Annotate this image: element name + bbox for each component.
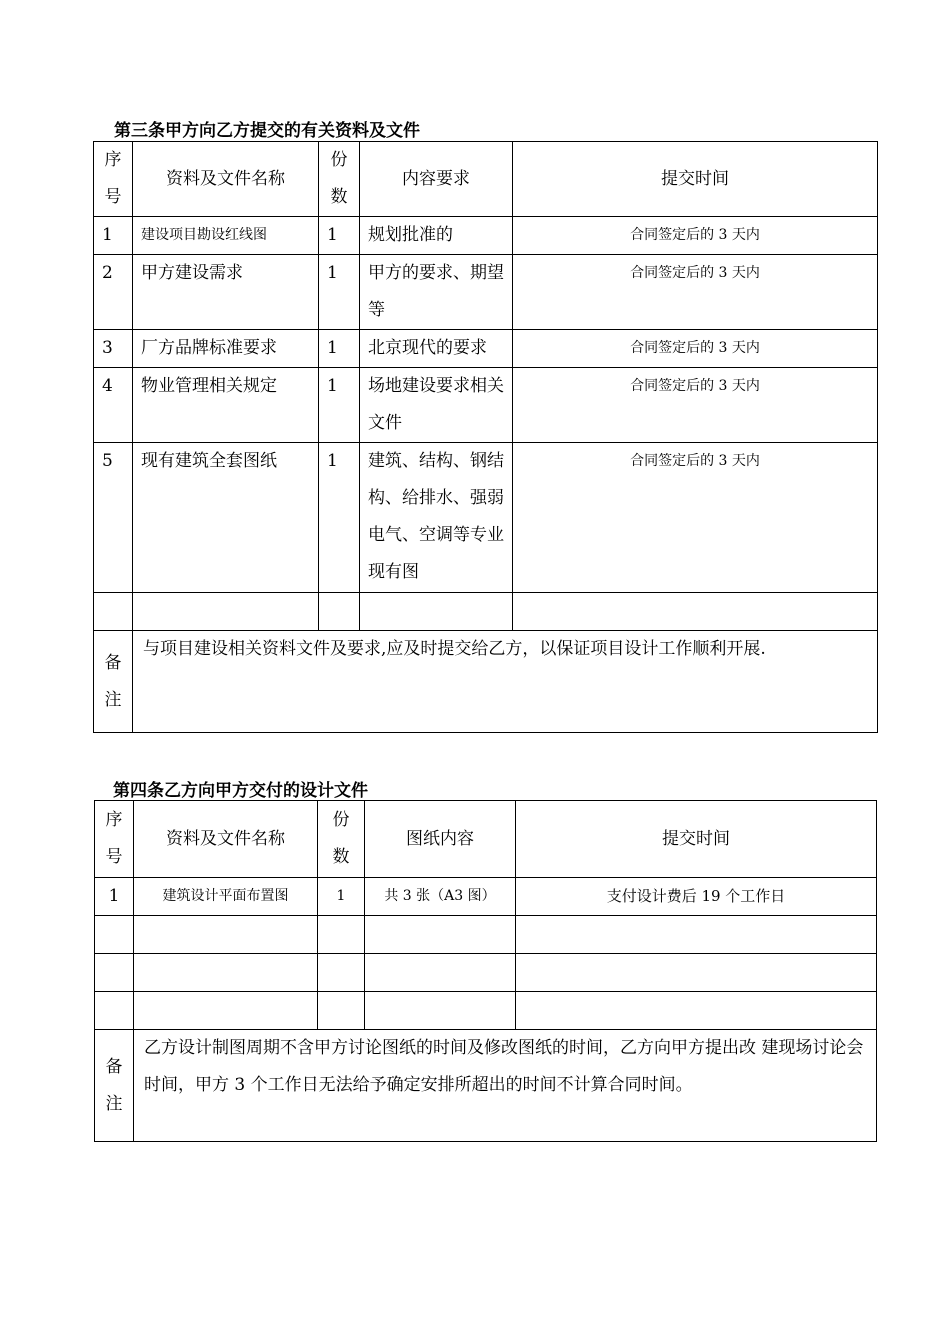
table-row xyxy=(94,255,878,330)
row-time: 合同签定后的 3 天内 xyxy=(513,330,878,368)
note-text: 与项目建设相关资料文件及要求,应及时提交给乙方，以保证项目设计工作顺利开展. xyxy=(133,631,878,733)
table-row-empty xyxy=(95,916,877,954)
table-row-empty xyxy=(94,593,878,631)
row-count: 1 xyxy=(319,255,360,330)
row-time: 支付设计费后 19 个工作日 xyxy=(516,878,877,916)
row-content: 共 3 张（A3 图） xyxy=(365,878,516,916)
row-name: 建筑设计平面布置图 xyxy=(134,878,318,916)
row-count: 1 xyxy=(319,217,360,255)
row-time: 合同签定后的 3 天内 xyxy=(513,368,878,443)
table-row xyxy=(94,443,878,593)
header-seq: 序 号 xyxy=(95,801,134,878)
note-label: 备 注 xyxy=(94,631,133,733)
row-seq: 5 xyxy=(94,443,133,593)
row-seq: 3 xyxy=(94,330,133,368)
row-name: 甲方建设需求 xyxy=(133,255,319,330)
row-content: 北京现代的要求 xyxy=(360,330,513,368)
row-content: 规划批准的 xyxy=(360,217,513,255)
header-name: 资料及文件名称 xyxy=(134,801,318,878)
table-header-row xyxy=(95,801,877,878)
header-time: 提交时间 xyxy=(516,801,877,878)
header-content: 内容要求 xyxy=(360,142,513,217)
row-seq: 4 xyxy=(94,368,133,443)
row-content: 场地建设要求相关文件 xyxy=(360,368,513,443)
note-text: 乙方设计制图周期不含甲方讨论图纸的时间及修改图纸的时间，乙方向甲方提出改 建现场讨论会时间，甲方 3 个工作日无法给予确定安排所超出的时间不计算合同时间。 xyxy=(134,1030,877,1142)
row-time: 合同签定后的 3 天内 xyxy=(513,217,878,255)
header-content: 图纸内容 xyxy=(365,801,516,878)
row-name: 厂方品牌标准要求 xyxy=(133,330,319,368)
row-count: 1 xyxy=(318,878,365,916)
table-row xyxy=(95,878,877,916)
header-seq: 序 号 xyxy=(94,142,133,217)
table-row xyxy=(94,330,878,368)
header-name: 资料及文件名称 xyxy=(133,142,319,217)
section-4-table xyxy=(94,800,877,1142)
row-content: 甲方的要求、期望等 xyxy=(360,255,513,330)
table-row-empty xyxy=(95,992,877,1030)
row-name: 建设项目勘设红线图 xyxy=(133,217,319,255)
header-count: 份 数 xyxy=(319,142,360,217)
table-row xyxy=(94,368,878,443)
row-time: 合同签定后的 3 天内 xyxy=(513,443,878,593)
row-name: 物业管理相关规定 xyxy=(133,368,319,443)
section-3-title: 第三条甲方向乙方提交的有关资料及文件 xyxy=(114,121,420,141)
table-header-row xyxy=(94,142,878,217)
header-count: 份 数 xyxy=(318,801,365,878)
row-seq: 1 xyxy=(94,217,133,255)
row-seq: 1 xyxy=(95,878,134,916)
table-row xyxy=(94,217,878,255)
row-name: 现有建筑全套图纸 xyxy=(133,443,319,593)
note-row xyxy=(94,631,878,733)
section-3-table xyxy=(93,141,878,733)
section-4-title: 第四条乙方向甲方交付的设计文件 xyxy=(113,781,368,801)
row-count: 1 xyxy=(319,368,360,443)
table-row-empty xyxy=(95,954,877,992)
row-time: 合同签定后的 3 天内 xyxy=(513,255,878,330)
header-time: 提交时间 xyxy=(513,142,878,217)
row-content: 建筑、结构、钢结构、给排水、强弱电气、空调等专业现有图 xyxy=(360,443,513,593)
row-count: 1 xyxy=(319,330,360,368)
row-count: 1 xyxy=(319,443,360,593)
note-row xyxy=(95,1030,877,1142)
row-seq: 2 xyxy=(94,255,133,330)
note-label: 备 注 xyxy=(95,1030,134,1142)
